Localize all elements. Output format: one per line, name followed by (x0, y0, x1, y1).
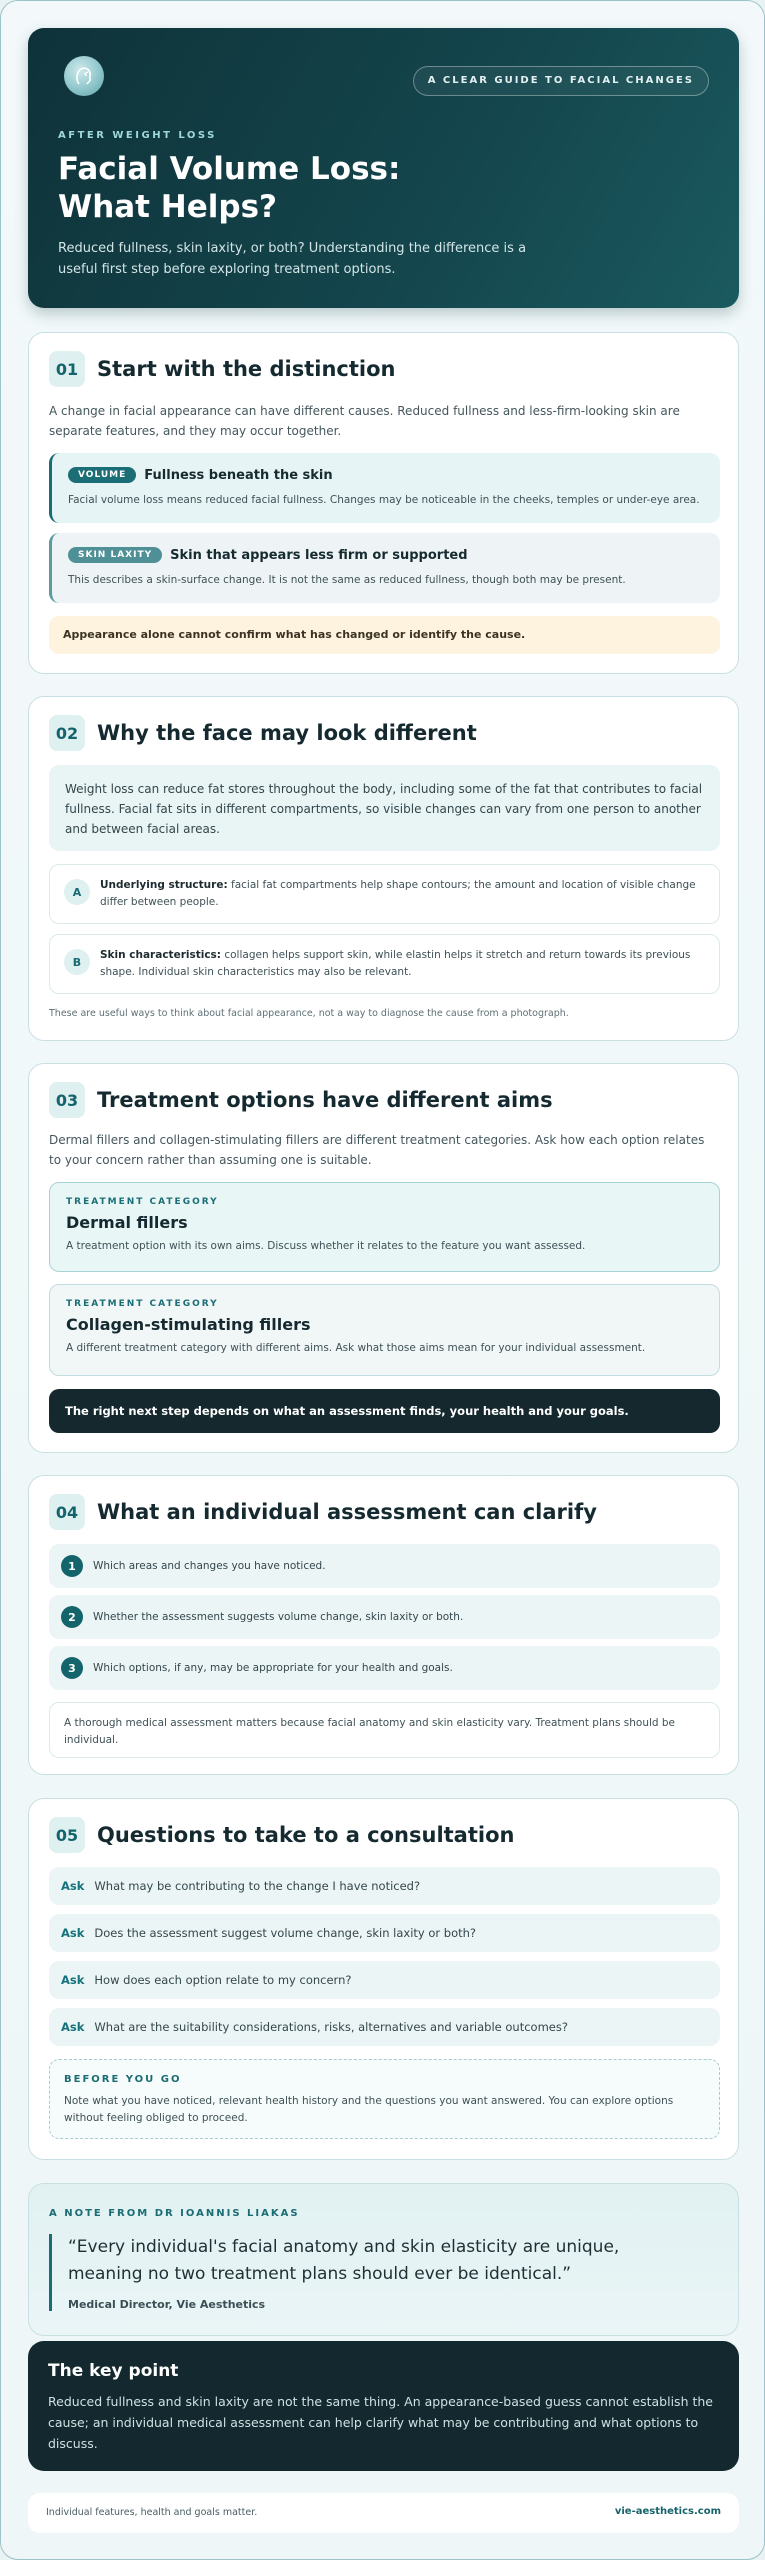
section-number: 03 (49, 1082, 85, 1118)
footer-tagline: Individual features, health and goals matter. (46, 2507, 258, 2518)
section-header (49, 1082, 553, 1118)
section-number: 05 (49, 1817, 85, 1853)
point-body: facial fat compartments help shape contours; the amount and location of visible change differ between people. (100, 879, 696, 908)
volume-tag: VOLUME (68, 467, 136, 483)
hero-subtitle: Reduced fullness, skin laxity, or both? Understanding the difference is a useful first step before exploring treatment options. (58, 241, 527, 277)
quote-eyebrow: A NOTE FROM DR IOANNIS LIAKAS (49, 2208, 300, 2219)
option-desc: A treatment option with its own aims. Discuss whether it relates to the feature you want assessed. (66, 1240, 586, 1252)
assessment-step (49, 1544, 720, 1588)
volume-title: Fullness beneath the skin (144, 467, 333, 483)
section-why-different (28, 696, 739, 1041)
collagen-fillers-card (49, 1284, 720, 1376)
assessment-step (49, 1595, 720, 1639)
key-point-text: Reduced fullness and skin laxity are not the same thing. An appearance-based guess cannot establish the cause; an individual medical assessment can help clarify what may be contributing and what options to discuss. (48, 2394, 713, 2451)
key-point-title: The key point (48, 2361, 179, 2381)
section-footnote: These are useful ways to think about facial appearance, not a way to diagnose the cause from a photograph. (49, 1008, 569, 1019)
footer (28, 2493, 739, 2533)
skin-laxity-title: Skin that appears less firm or supported (170, 547, 468, 563)
page-title (58, 150, 518, 226)
quote-body (49, 2234, 689, 2311)
point-body: collagen helps support skin, while elastin helps it stretch and return towards its previous shape. Individual skin characteristics may also be relevant. (100, 949, 691, 978)
quote-author: Medical Director, Vie Aesthetics (68, 2298, 266, 2311)
skin-laxity-desc: This describes a skin-surface change. It is not the same as reduced fullness, though both may be present. (68, 574, 626, 586)
page-title-line-1: Facial Volume Loss: (58, 151, 401, 187)
section-title: Treatment options have different aims (97, 1088, 553, 1112)
step-number: 3 (61, 1657, 83, 1679)
point-text (100, 949, 690, 978)
ask-label: Ask (61, 1879, 85, 1893)
guide-badge: A CLEAR GUIDE TO FACIAL CHANGES (413, 66, 709, 96)
hero-eyebrow: AFTER WEIGHT LOSS (58, 130, 217, 141)
quote-text: “Every individual's facial anatomy and skin elasticity are unique, meaning no two treatment plans should ever be identical.” (68, 2237, 620, 2284)
step-number: 1 (61, 1555, 83, 1577)
volume-card (49, 453, 720, 523)
point-text (100, 879, 696, 908)
ask-label: Ask (61, 2020, 85, 2034)
caution-note: Appearance alone cannot confirm what has changed or identify the cause. (49, 616, 720, 654)
option-eyebrow: TREATMENT CATEGORY (66, 1299, 219, 1309)
step-text: Which options, if any, may be appropriate for your health and goals. (93, 1662, 453, 1674)
section-header (49, 715, 477, 751)
section-consultation-questions (28, 1798, 739, 2160)
section-title: Why the face may look different (97, 721, 477, 745)
section-number: 01 (49, 351, 85, 387)
section-title: Questions to take to a consultation (97, 1823, 515, 1847)
skin-laxity-tag: SKIN LAXITY (68, 547, 162, 563)
question-item (49, 1961, 720, 1999)
skin-laxity-card (49, 533, 720, 603)
question-text: Does the assessment suggest volume change, skin laxity or both? (94, 1926, 477, 1940)
point-label: Skin characteristics: (100, 949, 222, 961)
footer-website-link[interactable]: vie-aesthetics.com (614, 2506, 721, 2517)
next-step-banner: The right next step depends on what an assessment finds, your health and your goals. (49, 1389, 720, 1433)
question-text: What are the suitability considerations, risks, alternatives and variable outcomes? (94, 2020, 568, 2034)
question-item (49, 2008, 720, 2046)
section-intro: A change in facial appearance can have different causes. Reduced fullness and less-firm-looking skin are separate features, and they may occur together. (49, 404, 680, 438)
section-title: What an individual assessment can clarify (97, 1500, 597, 1524)
ask-label: Ask (61, 1973, 85, 1987)
lead-paragraph: Weight loss can reduce fat stores throughout the body, including some of the fat that contributes to facial fullness. Facial fat sits in different compartments, so visible changes can vary from one person to another and between facial areas. (49, 765, 720, 851)
before-desc: Note what you have noticed, relevant health history and the questions you want answered. You can explore options without feeling obliged to proceed. (64, 2095, 674, 2124)
question-text: What may be contributing to the change I have noticed? (94, 1879, 421, 1893)
step-text: Which areas and changes you have noticed. (93, 1560, 326, 1572)
option-eyebrow: TREATMENT CATEGORY (66, 1197, 219, 1207)
question-item (49, 1867, 720, 1905)
option-title: Dermal fillers (66, 1213, 188, 1232)
hero-banner (28, 28, 739, 308)
assessment-step (49, 1646, 720, 1690)
before-you-go-box (49, 2059, 720, 2139)
section-treatment-options (28, 1063, 739, 1453)
section-assessment (28, 1475, 739, 1775)
section-number: 04 (49, 1494, 85, 1530)
question-item (49, 1914, 720, 1952)
ask-label: Ask (61, 1926, 85, 1940)
question-text: How does each option relate to my concern? (94, 1973, 352, 1987)
section-title: Start with the distinction (97, 357, 396, 381)
section-header (49, 1817, 514, 1853)
point-badge: B (64, 949, 90, 975)
section-distinction (28, 332, 739, 674)
key-point-card (28, 2341, 739, 2471)
step-text: Whether the assessment suggests volume change, skin laxity or both. (93, 1611, 464, 1623)
point-badge: A (64, 879, 90, 905)
section-intro: Dermal fillers and collagen-stimulating fillers are different treatment categories. Ask how each option relates to your concern rather than assuming one is suitable. (49, 1133, 705, 1167)
point-skin-characteristics (49, 934, 720, 994)
doctor-quote-card (28, 2183, 739, 2336)
assessment-note: A thorough medical assessment matters because facial anatomy and skin elasticity vary. Treatment plans should be individual. (49, 1702, 720, 1758)
before-eyebrow: BEFORE YOU GO (64, 2074, 182, 2085)
point-label: Underlying structure: (100, 879, 228, 891)
section-header (49, 1494, 597, 1530)
point-underlying-structure (49, 864, 720, 924)
page-title-line-2: What Helps? (58, 189, 278, 225)
option-desc: A different treatment category with different aims. Ask what those aims mean for your individual assessment. (66, 1342, 646, 1354)
face-logo-icon (64, 56, 104, 96)
option-title: Collagen-stimulating fillers (66, 1315, 311, 1334)
step-number: 2 (61, 1606, 83, 1628)
volume-desc: Facial volume loss means reduced facial fullness. Changes may be noticeable in the cheeks, temples or under-eye area. (68, 494, 700, 506)
section-number: 02 (49, 715, 85, 751)
dermal-fillers-card (49, 1182, 720, 1272)
section-header (49, 351, 395, 387)
